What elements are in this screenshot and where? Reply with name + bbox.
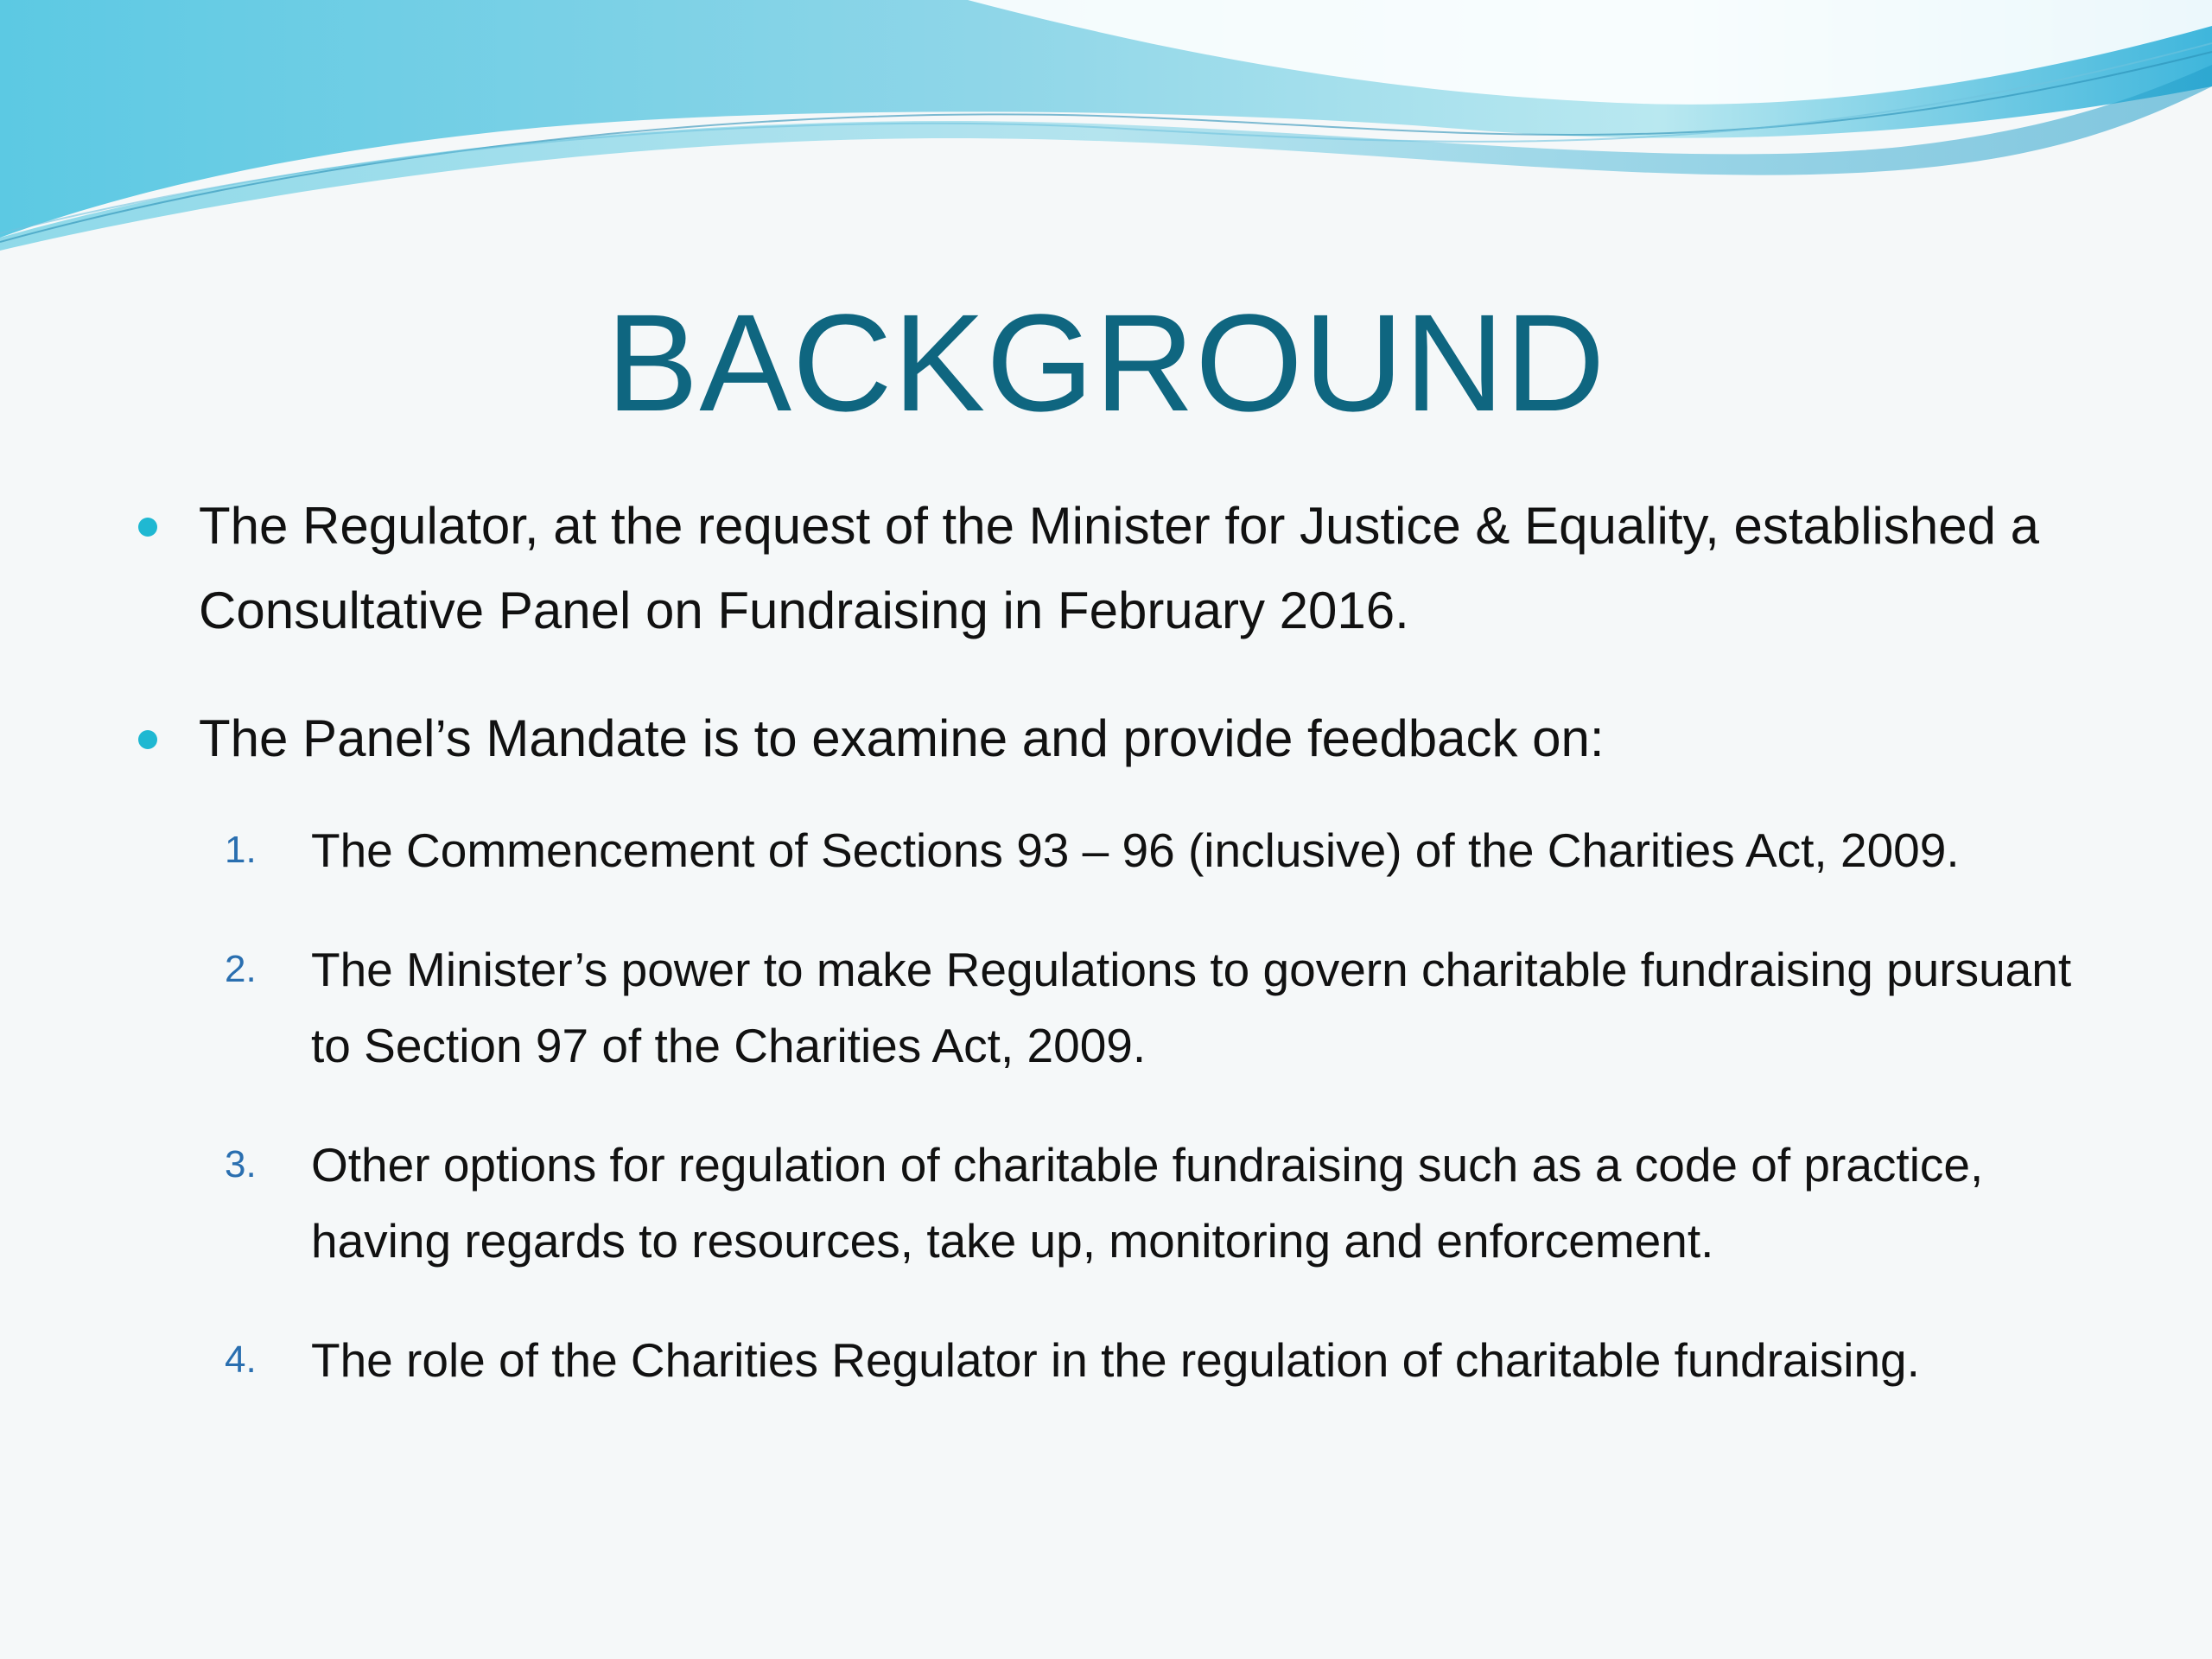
numbered-item [225,1322,2121,1398]
header-wave-decoration [0,0,2212,259]
numbered-item [225,931,2121,1084]
numbered-item [225,1127,2121,1279]
item-text: The role of the Charities Regulator in the regulation of charitable fundraising. [311,1333,1920,1387]
slide-title: BACKGROUND [606,285,1606,440]
item-text: Other options for regulation of charitable fundraising such as a code of practice, having regards to resources, take up, monitoring and enforcement. [311,1138,1984,1268]
item-text: The Commencement of Sections 93 – 96 (inclusive) of the Charities Act, 2009. [311,823,1960,877]
bullet-dot-icon [138,518,157,537]
bullet-item [134,696,2121,781]
numbered-item [225,812,2121,888]
numbered-list [225,812,2121,1398]
slide-content [134,484,2121,1441]
bullet-text: The Panel’s Mandate is to examine and provide feedback on: [199,709,1605,767]
item-number: 3. [225,1143,257,1185]
item-number: 1. [225,829,257,871]
item-number: 2. [225,948,257,990]
item-text: The Minister’s power to make Regulations to govern charitable fundraising pursuant to Section 97 of the Charities Act, 2009. [311,943,2072,1072]
bullet-text: The Regulator, at the request of the Minister for Justice & Equality, established a Consultative Panel on Fundraising in February 2016. [199,497,2040,639]
item-number: 4. [225,1338,257,1381]
bullet-item [134,484,2121,653]
bullet-dot-icon [138,730,157,749]
